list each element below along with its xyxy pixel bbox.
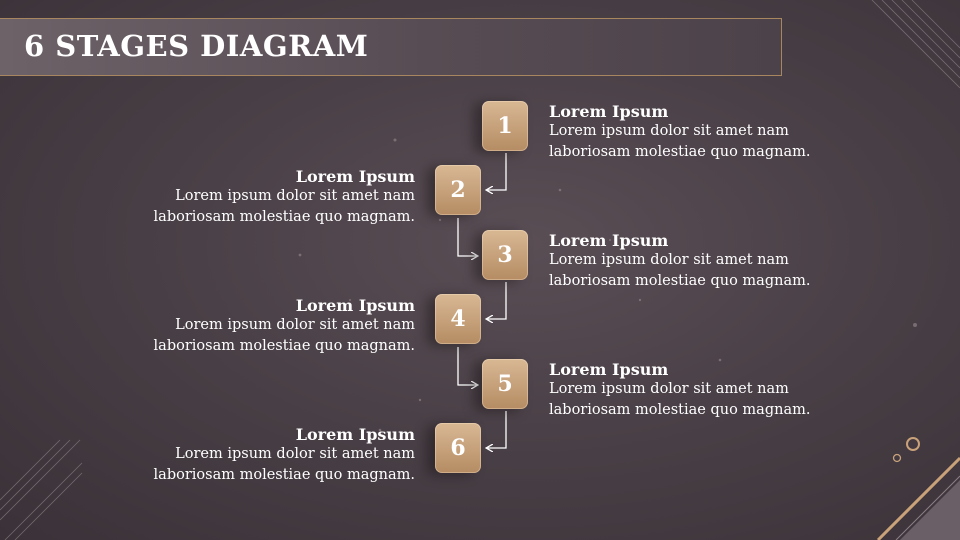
- connector-1-2: [486, 153, 506, 190]
- stage-6-text: [115, 425, 415, 486]
- stage-6-heading: Lorem Ipsum: [295, 425, 415, 444]
- page-title: 6 STAGES DIAGRAM: [24, 29, 369, 63]
- stage-2-text: [115, 167, 415, 228]
- stage-5-box: 5: [482, 359, 528, 409]
- stage-2-box: 2: [435, 165, 481, 215]
- stage-5-description: Lorem ipsum dolor sit amet nam laboriosam molestiae quo magnam.: [549, 381, 811, 418]
- stage-1-box: 1: [482, 101, 528, 151]
- stage-4-box: 4: [435, 294, 481, 344]
- stage-5-heading: Lorem Ipsum: [549, 360, 669, 379]
- stage-2-heading: Lorem Ipsum: [295, 167, 415, 186]
- stage-6-box: 6: [435, 423, 481, 473]
- stage-5-text: [549, 360, 849, 421]
- connector-2-3: [458, 218, 478, 256]
- stage-6-description: Lorem ipsum dolor sit amet nam laboriosam molestiae quo magnam.: [153, 446, 415, 483]
- connector-4-5: [458, 347, 478, 385]
- stage-3-heading: Lorem Ipsum: [549, 231, 669, 250]
- stage-4-text: [115, 296, 415, 357]
- stage-4-description: Lorem ipsum dolor sit amet nam laboriosam molestiae quo magnam.: [153, 317, 415, 354]
- stage-3-text: [549, 231, 849, 292]
- stage-3-description: Lorem ipsum dolor sit amet nam laboriosam molestiae quo magnam.: [549, 252, 811, 289]
- stage-1-text: [549, 102, 849, 163]
- stage-3-box: 3: [482, 230, 528, 280]
- connector-3-4: [486, 282, 506, 319]
- stage-2-description: Lorem ipsum dolor sit amet nam laboriosam molestiae quo magnam.: [153, 188, 415, 225]
- stage-1-heading: Lorem Ipsum: [549, 102, 669, 121]
- stage-4-heading: Lorem Ipsum: [295, 296, 415, 315]
- connector-5-6: [486, 411, 506, 448]
- stage-1-description: Lorem ipsum dolor sit amet nam laboriosam molestiae quo magnam.: [549, 123, 811, 160]
